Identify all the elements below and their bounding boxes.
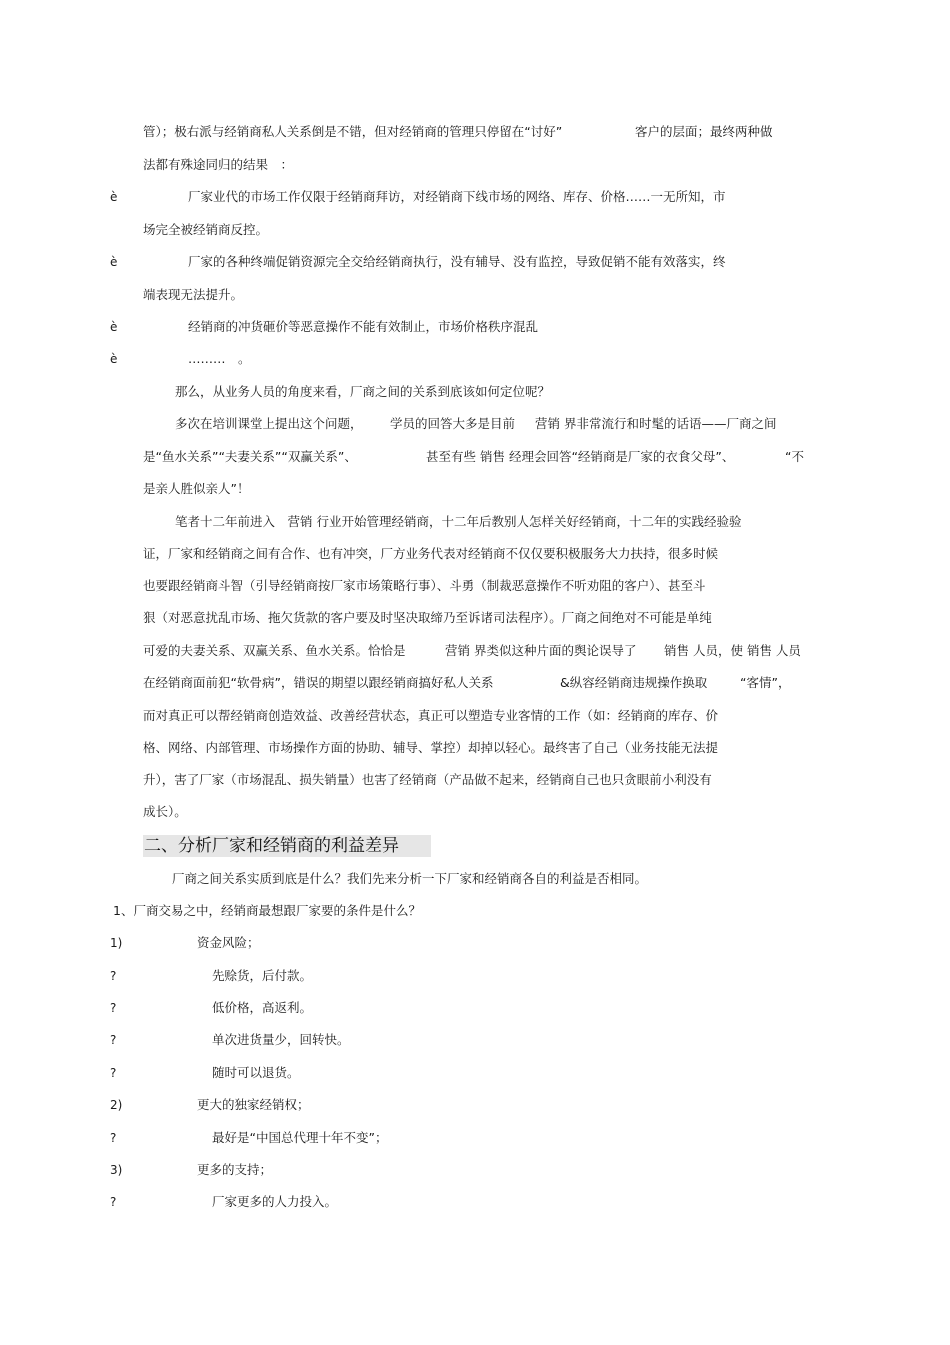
list-item: 资金风险； <box>197 935 260 950</box>
paragraph-3-line-2b: 甚至有些 销售 经理会回答“经销商是厂家的衣食父母”、 <box>426 449 735 464</box>
paragraph-1-line-2: 法都有殊途同归的结果 ： <box>143 157 294 172</box>
paragraph-3-line-3: 是亲人胜似亲人”！ <box>143 481 250 496</box>
paragraph-4-line-10: 成长）。 <box>143 804 187 819</box>
list-item: 最好是“中国总代理十年不变”； <box>212 1130 388 1145</box>
question-1: 1、厂商交易之中，经销商最想跟厂家要的条件是什么？ <box>113 903 421 918</box>
paragraph-1-line-1a: 管）；极右派与经销商私人关系倒是不错，但对经销商的管理只停留在“讨好” <box>143 124 563 139</box>
paragraph-3-line-2c: “不 <box>785 449 804 464</box>
paragraph-4-line-1: 笔者十二年前进入 营销 行业开始管理经销商，十二年后教别人怎样关好经销商，十二年的实践经验验 <box>175 514 742 529</box>
paragraph-4-line-5c: 销售 人员，使 销售 人员 <box>664 643 801 658</box>
paragraph-4-line-6b: &纵容经销商违规操作换取 <box>560 675 708 690</box>
bullet-2-line-2: 端表现无法提升。 <box>143 287 244 302</box>
list-item: 随时可以退货。 <box>212 1065 300 1080</box>
list-marker: ? <box>110 1001 117 1015</box>
list-item: 厂家更多的人力投入。 <box>212 1194 338 1209</box>
bullet-1-line-1: 厂家业代的市场工作仅限于经销商拜访，对经销商下线市场的网络、库存、价格……一无所知，市 <box>188 189 726 204</box>
paragraph-2: 那么，从业务人员的角度来看，厂商之间的关系到底该如何定位呢？ <box>175 384 551 399</box>
list-marker: 3) <box>110 1163 123 1177</box>
bullet-1-line-2: 场完全被经销商反控。 <box>143 222 269 237</box>
paragraph-3-line-1c: 营销 界非常流行和时髦的话语——厂商之间 <box>535 416 777 431</box>
paragraph-4-line-9: 升），害了厂家（市场混乱、损失销量）也害了经销商（产品做不起来，经销商自己也只贪眼前小利没有 <box>143 772 712 787</box>
list-marker: ? <box>110 1131 117 1145</box>
paragraph-4-line-6c: “客情”， <box>740 675 791 690</box>
paragraph-4-line-5a: 可爱的夫妻关系、双赢关系、鱼水关系。恰恰是 <box>143 643 406 658</box>
list-item: 更多的支持； <box>197 1162 273 1177</box>
bullet-4-line-1: ……… 。 <box>188 351 251 366</box>
paragraph-4-line-3: 也要跟经销商斗智（引导经销商按厂家市场策略行事）、斗勇（制裁恶意操作不听劝阻的客户）、甚至斗 <box>143 578 706 593</box>
bullet-marker: è <box>110 352 118 366</box>
section-heading: 二、分析厂家和经销商的利益差异 <box>143 835 431 857</box>
list-marker: 1) <box>110 936 123 950</box>
list-marker: ? <box>110 969 117 983</box>
paragraph-3-line-1b: 学员的回答大多是目前 <box>390 416 516 431</box>
paragraph-4-line-5b: 营销 界类似这种片面的舆论误导了 <box>445 643 637 658</box>
list-item: 单次进货量少，回转快。 <box>212 1032 350 1047</box>
bullet-marker: è <box>110 255 118 269</box>
bullet-marker: è <box>110 320 118 334</box>
bullet-marker: è <box>110 190 118 204</box>
list-item: 低价格，高返利。 <box>212 1000 313 1015</box>
bullet-2-line-1: 厂家的各种终端促销资源完全交给经销商执行，没有辅导、没有监控，导致促销不能有效落实，终 <box>188 254 726 269</box>
list-marker: 2) <box>110 1098 123 1112</box>
paragraph-5: 厂商之间关系实质到底是什么？我们先来分析一下厂家和经销商各自的利益是否相同。 <box>172 871 648 886</box>
paragraph-3-line-1a: 多次在培训课堂上提出这个问题， <box>175 416 363 431</box>
list-marker: ? <box>110 1033 117 1047</box>
paragraph-4-line-8: 格、网络、内部管理、市场操作方面的协助、辅导、掌控）却掉以轻心。最终害了自己（业务技能无法提 <box>143 740 719 755</box>
list-marker: ? <box>110 1066 117 1080</box>
list-item: 更大的独家经销权； <box>197 1097 310 1112</box>
paragraph-4-line-2: 证，厂家和经销商之间有合作、也有冲突，厂方业务代表对经销商不仅仅要积极服务大力扶持，很多时候 <box>143 546 719 561</box>
paragraph-1-line-1b: 客户的层面；最终两种做 <box>635 124 773 139</box>
paragraph-4-line-4: 狠（对恶意扰乱市场、拖欠货款的客户要及时坚决取缔乃至诉诸司法程序）。厂商之间绝对不可能是单纯 <box>143 610 712 625</box>
paragraph-4-line-6a: 在经销商面前犯“软骨病”，错误的期望以跟经销商搞好私人关系 <box>143 675 494 690</box>
paragraph-4-line-7: 而对真正可以帮经销商创造效益、改善经营状态，真正可以塑造专业客情的工作（如：经销商的库存、价 <box>143 708 719 723</box>
list-item: 先赊货，后付款。 <box>212 968 313 983</box>
bullet-3-line-1: 经销商的冲货砸价等恶意操作不能有效制止，市场价格秩序混乱 <box>188 319 539 334</box>
paragraph-3-line-2a: 是“鱼水关系”“夫妻关系”“双赢关系”、 <box>143 449 357 464</box>
list-marker: ? <box>110 1195 117 1209</box>
